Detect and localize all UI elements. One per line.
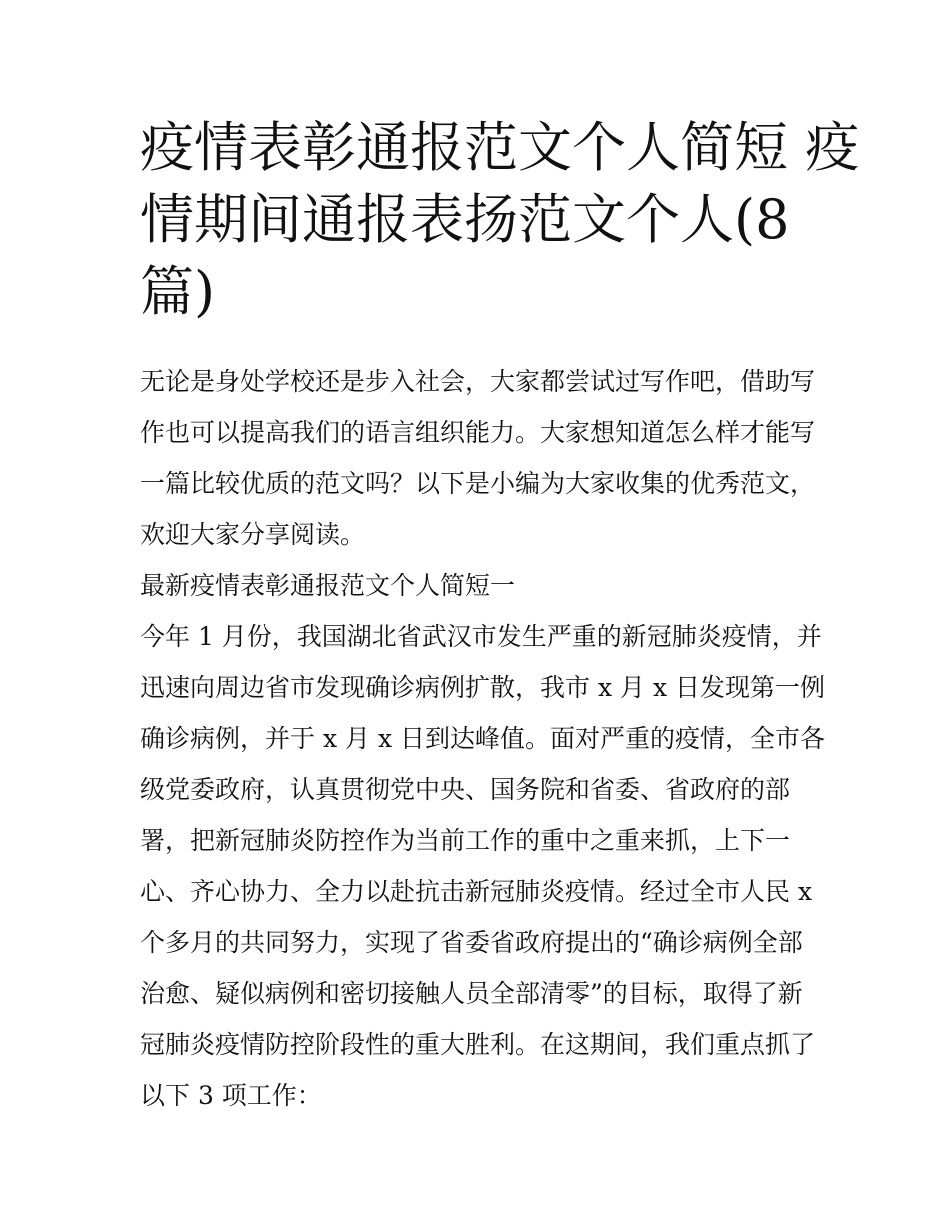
intro-line: 一篇比较优质的范文吗？以下是小编为大家收集的优秀范文， xyxy=(140,469,816,498)
paragraph-line: 心、齐心协力、全力以赴抗击新冠肺炎疫情。经过全市人民 x xyxy=(140,877,813,906)
paragraph-line: 今年 1 月份，我国湖北省武汉市发生严重的新冠肺炎疫情，并 xyxy=(140,622,822,651)
intro-line: 无论是身处学校还是步入社会，大家都尝试过写作吧，借助写 xyxy=(140,367,816,396)
section-heading: 最新疫情表彰通报范文个人简短一 xyxy=(140,571,516,600)
paragraph-line: 以下 3 项工作： xyxy=(140,1081,322,1110)
paragraph-line: 署，把新冠肺炎防控作为当前工作的重中之重来抓，上下一 xyxy=(140,826,791,855)
paragraph-line: 迅速向周边省市发现确诊病例扩散，我市 x 月 x 日发现第一例 xyxy=(140,673,825,702)
paragraph-line: 冠肺炎疫情防控阶段性的重大胜利。在这期间，我们重点抓了 xyxy=(140,1030,816,1059)
paragraph-line: 级党委政府，认真贯彻党中央、国务院和省委、省政府的部 xyxy=(140,775,791,804)
title-line: 情期间通报表扬范文个人(8 xyxy=(140,188,790,251)
paragraph-line: 个多月的共同努力，实现了省委省政府提出的“确诊病例全部 xyxy=(140,928,803,957)
title-line: 篇) xyxy=(140,260,216,323)
intro-line: 作也可以提高我们的语言组织能力。大家想知道怎么样才能写 xyxy=(140,418,816,447)
paragraph-line: 确诊病例，并于 x 月 x 日到达峰值。面对严重的疫情，全市各 xyxy=(140,724,825,753)
intro-line: 欢迎大家分享阅读。 xyxy=(140,520,366,549)
document-body xyxy=(140,356,825,1121)
title-line: 疫情表彰通报范文个人简短 疫 xyxy=(140,116,860,179)
paragraph-line: 治愈、疑似病例和密切接触人员全部清零”的目标，取得了新 xyxy=(140,979,803,1008)
document-title xyxy=(140,112,860,328)
